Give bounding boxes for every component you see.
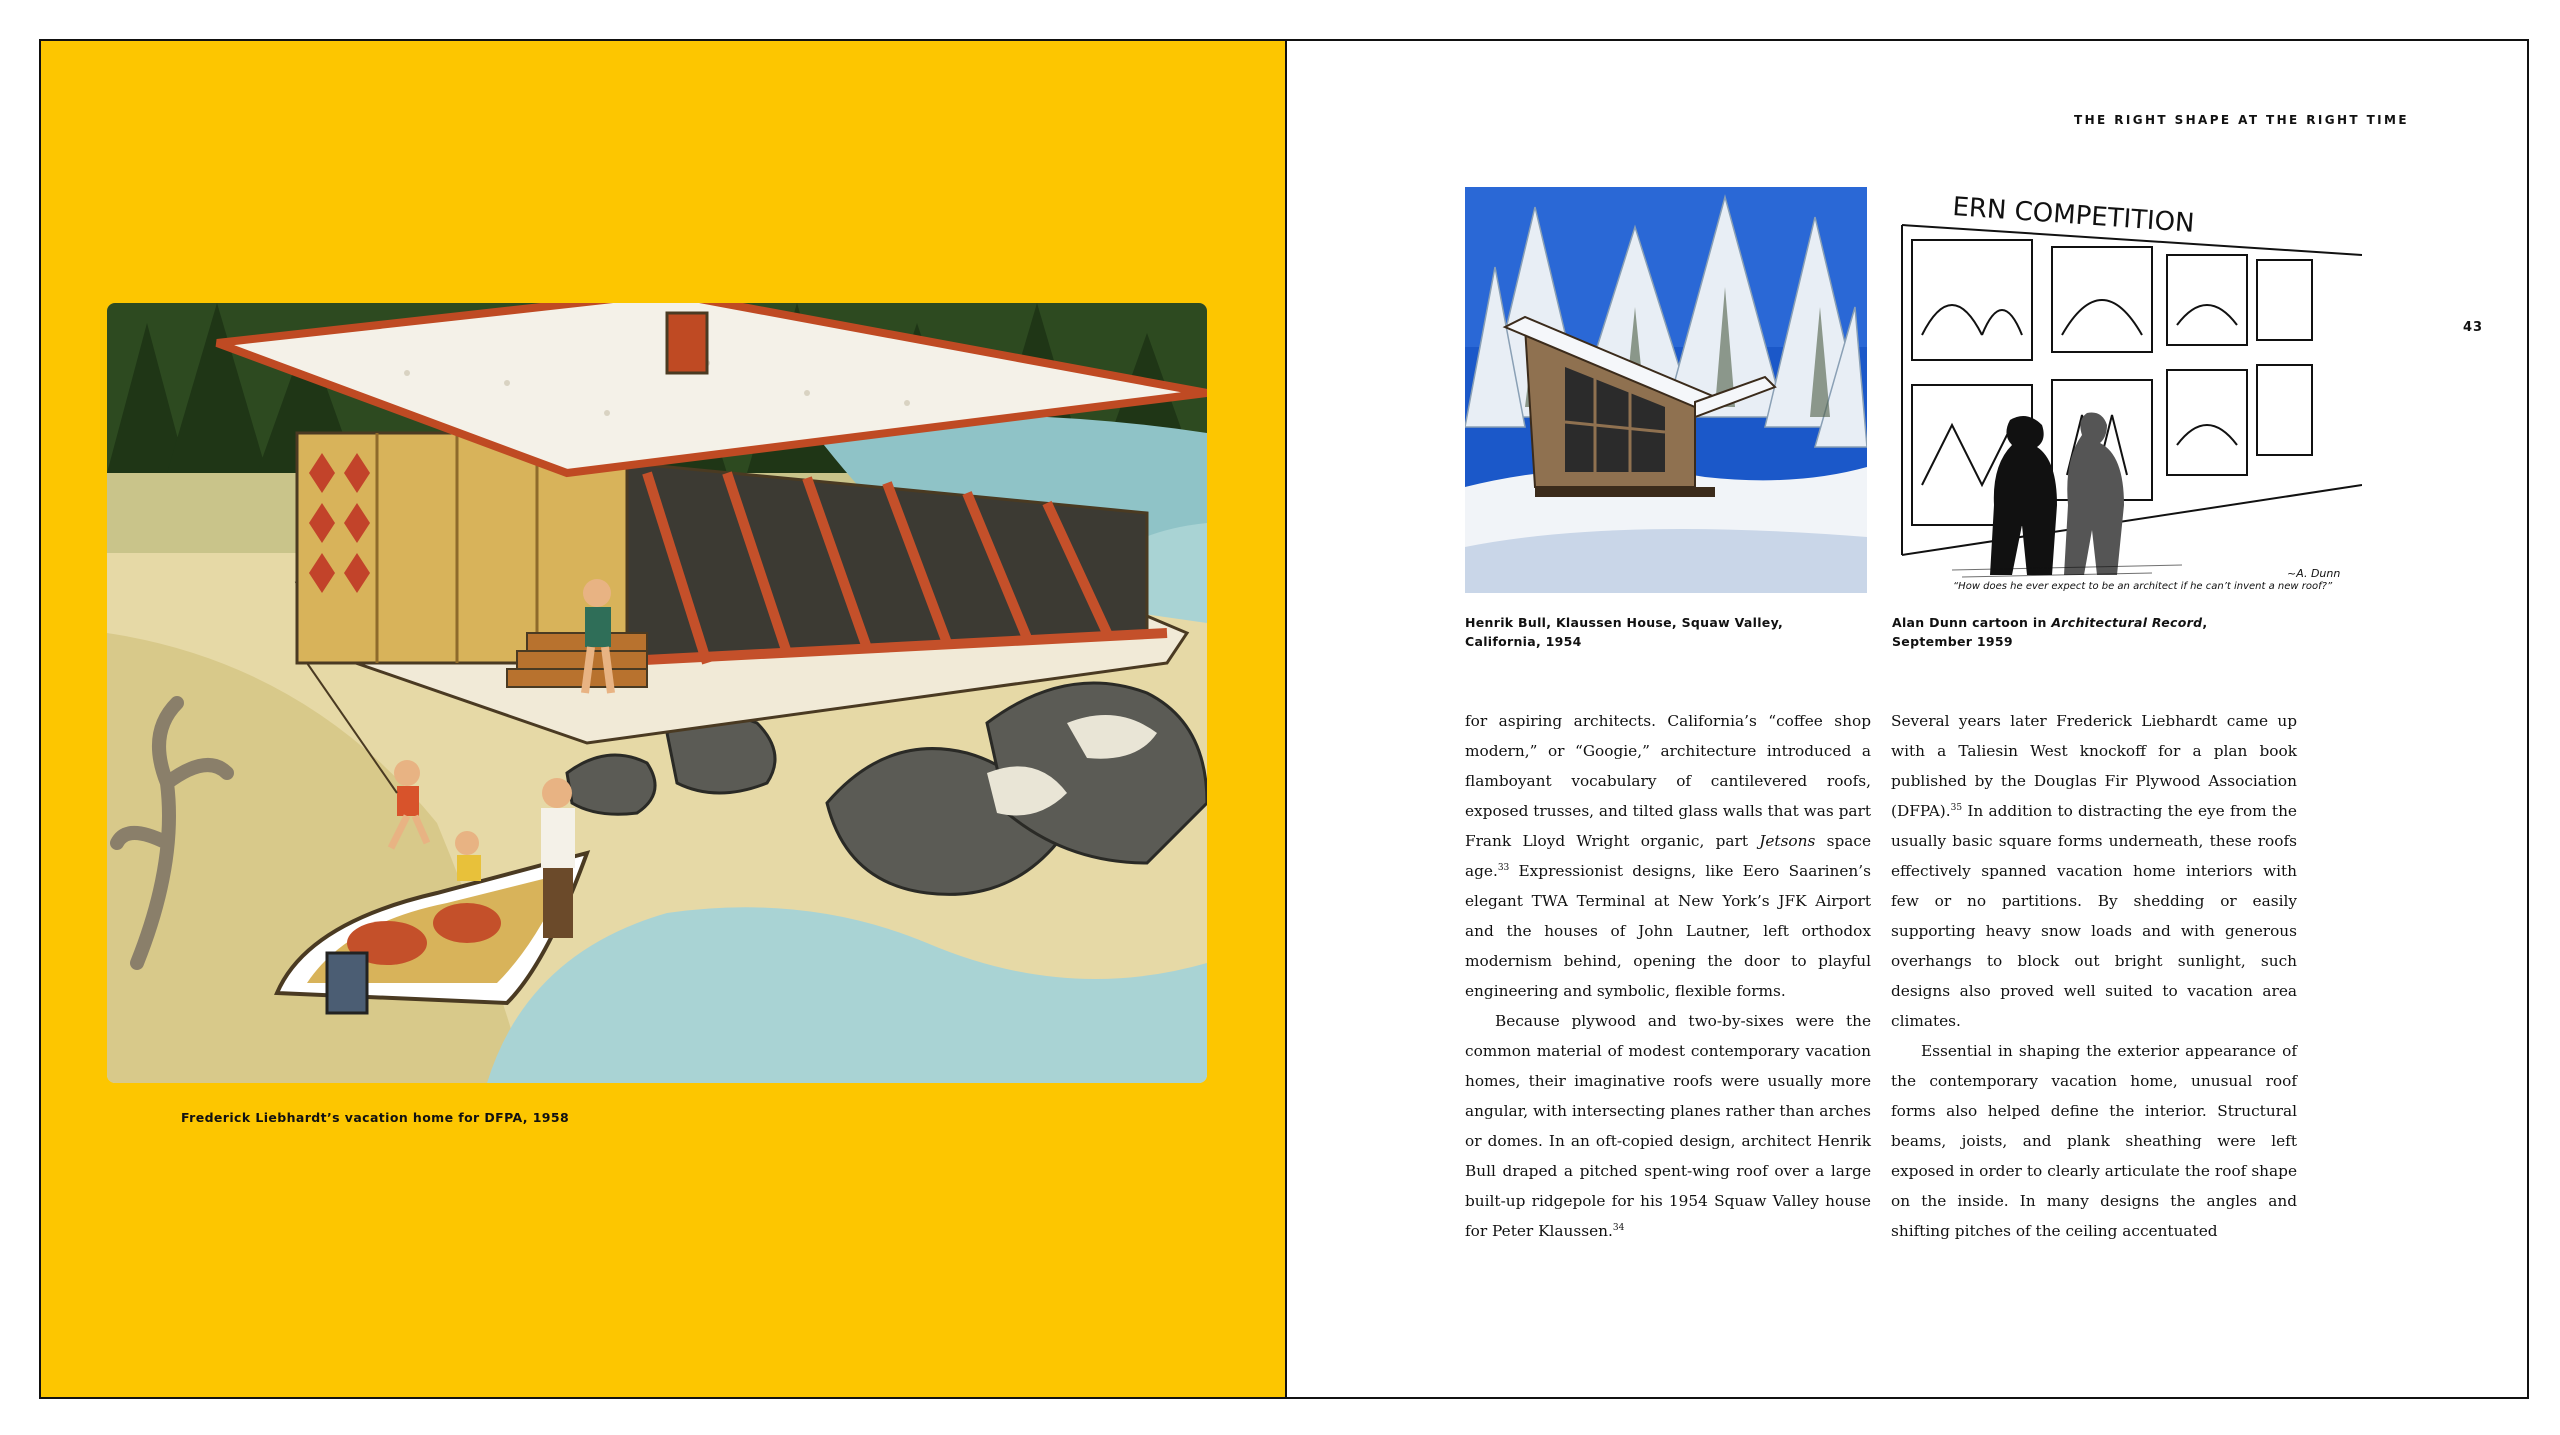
- page-number: 43: [2463, 320, 2484, 335]
- svg-text:~A. Dunn: ~A. Dunn: [2287, 567, 2341, 580]
- vacation-home-illustration: [107, 303, 1207, 1083]
- cartoon-caption-title: Architectural Record: [2051, 615, 2203, 630]
- paragraph: [1891, 706, 2297, 1036]
- alan-dunn-cartoon: [1892, 185, 2362, 585]
- running-head: THE RIGHT SHAPE AT THE RIGHT TIME: [2074, 113, 2409, 127]
- text-run: Expressionist designs, like Eero Saarinen’s elegant TWA Terminal at New York’s JFK Airport and the houses of John Lautner, left orthodox modernism behind, opening the door to playful engineering and symbolic, flexible forms.: [1465, 862, 1871, 1000]
- cartoon-caption-prefix: Alan Dunn cartoon in: [1892, 615, 2052, 630]
- paragraph: [1465, 1006, 1871, 1246]
- photo-caption: Henrik Bull, Klaussen House, Squaw Valley, California, 1954: [1465, 615, 1784, 649]
- text-run: space age.: [1465, 832, 1871, 880]
- body-column-2: [1891, 706, 2297, 1246]
- footnote-ref: 35: [1950, 802, 1963, 813]
- cartoon-caption: [1892, 613, 2252, 651]
- footnote-ref: 34: [1612, 1222, 1625, 1233]
- right-page: [1287, 41, 2527, 1397]
- left-page: [41, 41, 1287, 1397]
- paragraph: Essential in shaping the exterior appearance of the contemporary vacation home, unusual roof forms also helped define the interior. Structural beams, joists, and plank sheathing were left exposed in order to clearly articulate the roof shape on the inside. In many designs the angles and shifting pitches of the ceiling accentuated: [1891, 1042, 2297, 1240]
- cartoon-quote: “How does he ever expect to be an architect if he can’t invent a new roof?”: [1953, 581, 2333, 592]
- cartoon-caption-suffix: , September 1959: [1892, 615, 2208, 649]
- paragraph: [1465, 706, 1871, 1006]
- text-run: Several years later Frederick Liebhardt came up with a Taliesin West knockoff for a plan book published by the Douglas Fir Plywood Association (DFPA).: [1891, 712, 2297, 820]
- text-run: In addition to distracting the eye from the usually basic square forms underneath, these roofs effectively spanned vacation home interiors with few or no partitions. By shedding or easily supporting heavy snow loads and with generous overhangs to block out bright sunlight, such designs also proved well suited to vacation area climates.: [1891, 802, 2297, 1030]
- text-run: for aspiring architects. California’s “coffee shop modern,” or “Googie,” architecture introduced a flamboyant vocabulary of cantilevered roofs, exposed trusses, and tilted glass walls that was part Frank Lloyd Wright organic, part: [1465, 712, 1871, 850]
- footnote-ref: 33: [1497, 862, 1510, 873]
- italic-text: Jetsons: [1759, 832, 1816, 850]
- body-column-1: [1465, 706, 1871, 1246]
- klaussen-house-photo: [1465, 187, 1867, 593]
- book-spread: [39, 39, 2529, 1399]
- cartoon-sign-text: ERN COMPETITION: [1951, 192, 2196, 239]
- text-run: Because plywood and two-by-sixes were the common material of modest contemporary vacation homes, their imaginative roofs were usually more angular, with intersecting planes rather than arches or domes. In an oft-copied design, architect Henrik Bull draped a pitched spent-wing roof over a large built-up ridgepole for his 1954 Squaw Valley house for Peter Klaussen.: [1465, 1012, 1871, 1240]
- illustration-caption: Frederick Liebhardt’s vacation home for DFPA, 1958: [181, 1110, 570, 1125]
